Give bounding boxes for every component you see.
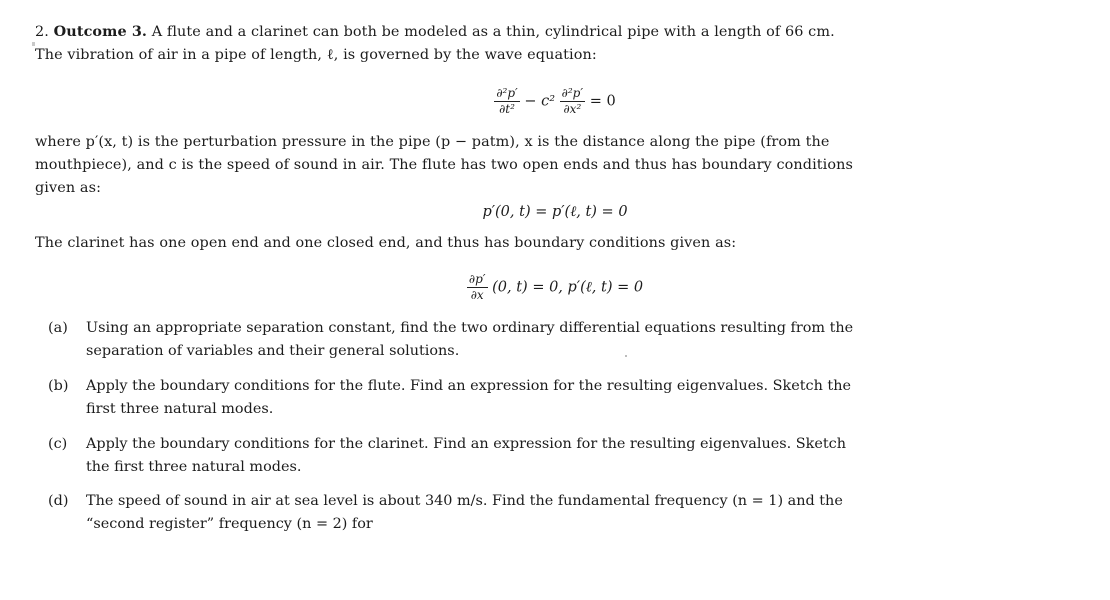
part-d-line-1: The speed of sound in air at sea level is about 340 m/s. Find the fundamental frequency (n = 1) and the [86,493,843,509]
wave-eq-rhs: = 0 [589,93,616,110]
part-c-line-1: Apply the boundary conditions for the clarinet. Find an expression for the resulting eigenvalues. Sketch [86,436,846,452]
flute-boundary-conditions: p′(0, t) = p′(ℓ, t) = 0 [482,204,628,220]
wave-equation [0,86,1110,117]
part-b-line-1: Apply the boundary conditions for the flute. Find an expression for the resulting eigenvalues. Sketch the [86,378,851,394]
intro-line-1 [35,20,1020,44]
where-line-1: where p′(x, t) is the perturbation pressure in the pipe (p − patm), x is the distance along the pipe (from the [35,134,830,150]
wave-eq-term1-num: ∂²p′ [496,86,518,100]
wave-eq-term2 [560,86,585,117]
where-paragraph [35,131,1020,200]
part-b-line-2: first three natural modes. [86,401,274,417]
part-d-label: (d) [48,493,69,509]
part-c-text [86,433,1020,479]
wave-eq-c2: c² [541,93,556,110]
clarinet-bc-num: ∂p′ [468,272,486,286]
clarinet-line: The clarinet has one open end and one closed end, and thus has boundary conditions given as: [35,235,737,251]
where-line-2: mouthpiece), and c is the speed of sound in air. The flute has two open ends and thus has boundary conditions [35,157,853,173]
part-d-line-2: “second register” frequency (n = 2) for [86,516,373,532]
wave-eq-term2-num: ∂²p′ [561,86,584,100]
problem-number: 2. [35,24,49,40]
outcome-label: Outcome 3. [53,23,148,40]
part-c-line-2: the first three natural modes. [86,459,302,475]
where-line-3: given as: [35,180,102,196]
part-b-label: (b) [48,378,69,394]
problem-intro [35,20,1020,67]
part-a-line-2: separation of variables and their general solutions. [86,343,460,359]
clarinet-bc-den: ∂x [470,288,484,302]
part-a-label: (a) [48,320,68,336]
part-c-label: (c) [48,436,68,452]
part-a-text [86,317,1020,363]
wave-eq-minus: − [524,93,537,110]
clarinet-bc-rest: (0, t) = 0, p′(ℓ, t) = 0 [492,279,644,296]
clarinet-boundary-conditions [0,272,1110,303]
part-a-line-1: Using an appropriate separation constant, find the two ordinary differential equations resulting from the [86,320,854,336]
clarinet-paragraph [35,232,1020,255]
wave-eq-term1 [494,86,519,117]
clarinet-bc-derivative [467,272,488,303]
wave-eq-term1-den: ∂t² [499,102,515,116]
part-b-text [86,375,1020,421]
intro-text-1: A flute and a clarinet can both be modeled as a thin, cylindrical pipe with a length of 66 cm. [151,24,835,40]
part-d-text [86,490,1020,536]
wave-eq-term2-den: ∂x² [563,102,582,116]
intro-line-2: The vibration of air in a pipe of length, ℓ, is governed by the wave equation: [35,47,597,63]
